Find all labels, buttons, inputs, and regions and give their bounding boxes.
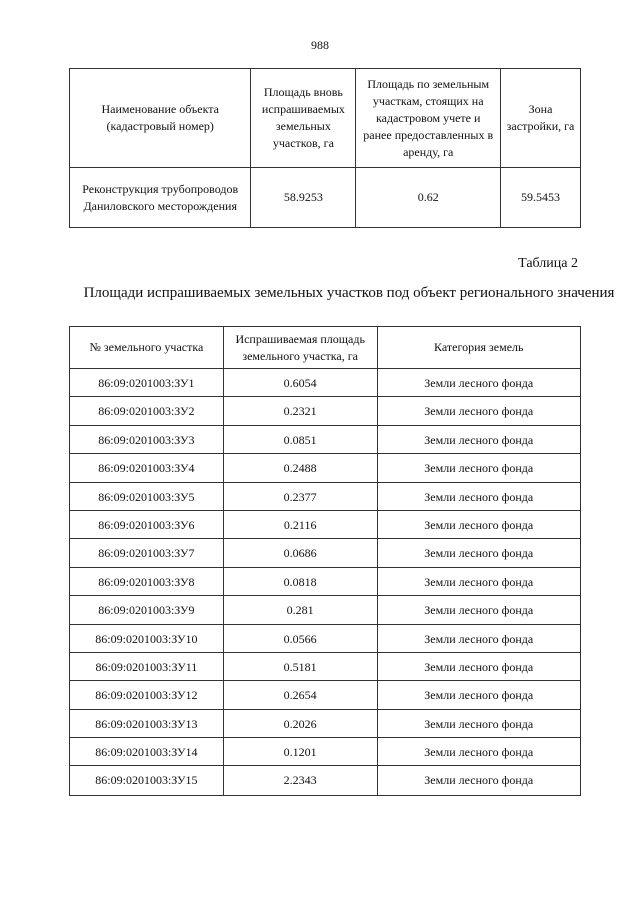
plot-area-cell: 0.2116 xyxy=(223,510,377,538)
plots-header-number: № земельного участка xyxy=(70,327,224,369)
plot-number-cell: 86:09:0201003:ЗУ9 xyxy=(70,596,224,624)
plot-number-cell: 86:09:0201003:ЗУ11 xyxy=(70,652,224,680)
plot-number-cell: 86:09:0201003:ЗУ3 xyxy=(70,425,224,453)
table-row xyxy=(70,510,581,538)
plot-area-cell: 0.0566 xyxy=(223,624,377,652)
plots-header-area: Испрашиваемая площадь земельного участка, га xyxy=(223,327,377,369)
plot-area-cell: 0.0818 xyxy=(223,567,377,595)
summary-row xyxy=(70,168,581,228)
table-row xyxy=(70,738,581,766)
plot-area-cell: 0.2488 xyxy=(223,454,377,482)
plot-category-cell: Земли лесного фонда xyxy=(377,397,580,425)
summary-header-registered-area: Площадь по земельным участкам, стоящих на кадастровом учете и ранее предоставленных в аренду, га xyxy=(356,69,501,168)
plot-area-cell: 0.281 xyxy=(223,596,377,624)
plot-category-cell: Земли лесного фонда xyxy=(377,369,580,397)
plot-category-cell: Земли лесного фонда xyxy=(377,624,580,652)
plot-area-cell: 0.0686 xyxy=(223,539,377,567)
table-row xyxy=(70,624,581,652)
plot-area-cell: 0.2026 xyxy=(223,709,377,737)
table-row xyxy=(70,596,581,624)
table-row xyxy=(70,397,581,425)
summary-header-new-area: Площадь вновь испрашиваемых земельных участков, га xyxy=(251,69,356,168)
summary-header-build-zone: Зона застройки, га xyxy=(501,69,581,168)
summary-table xyxy=(69,68,581,228)
plot-category-cell: Земли лесного фонда xyxy=(377,652,580,680)
plot-number-cell: 86:09:0201003:ЗУ7 xyxy=(70,539,224,567)
plot-number-cell: 86:09:0201003:ЗУ4 xyxy=(70,454,224,482)
plot-number-cell: 86:09:0201003:ЗУ13 xyxy=(70,709,224,737)
plot-number-cell: 86:09:0201003:ЗУ15 xyxy=(70,766,224,796)
summary-cell-registered-area: 0.62 xyxy=(356,168,501,228)
summary-cell-new-area: 58.9253 xyxy=(251,168,356,228)
plot-category-cell: Земли лесного фонда xyxy=(377,709,580,737)
plot-category-cell: Земли лесного фонда xyxy=(377,567,580,595)
plot-number-cell: 86:09:0201003:ЗУ8 xyxy=(70,567,224,595)
plot-category-cell: Земли лесного фонда xyxy=(377,738,580,766)
page-number: 988 xyxy=(311,38,329,52)
table-row xyxy=(70,567,581,595)
plots-body xyxy=(70,369,581,796)
plot-area-cell: 0.1201 xyxy=(223,738,377,766)
plot-number-cell: 86:09:0201003:ЗУ2 xyxy=(70,397,224,425)
plot-number-cell: 86:09:0201003:ЗУ5 xyxy=(70,482,224,510)
plots-header-row xyxy=(70,327,581,369)
plots-header-category: Категория земель xyxy=(377,327,580,369)
plot-category-cell: Земли лесного фонда xyxy=(377,596,580,624)
table-row xyxy=(70,681,581,709)
plot-area-cell: 0.2654 xyxy=(223,681,377,709)
plot-category-cell: Земли лесного фонда xyxy=(377,510,580,538)
table-row xyxy=(70,482,581,510)
summary-header-row xyxy=(70,69,581,168)
plot-number-cell: 86:09:0201003:ЗУ10 xyxy=(70,624,224,652)
plot-number-cell: 86:09:0201003:ЗУ6 xyxy=(70,510,224,538)
plot-area-cell: 0.0851 xyxy=(223,425,377,453)
plot-category-cell: Земли лесного фонда xyxy=(377,539,580,567)
plot-area-cell: 0.6054 xyxy=(223,369,377,397)
table-label: Таблица 2 xyxy=(518,256,578,271)
plot-area-cell: 0.2377 xyxy=(223,482,377,510)
table-row xyxy=(70,709,581,737)
plot-category-cell: Земли лесного фонда xyxy=(377,766,580,796)
table-row xyxy=(70,425,581,453)
summary-header-object: Наименование объекта (кадастровый номер) xyxy=(70,69,251,168)
summary-cell-object: Реконструкция трубопроводов Даниловского месторождения xyxy=(70,168,251,228)
section-heading: Площади испрашиваемых земельных участков под объект регионального значения xyxy=(83,285,615,301)
plot-area-cell: 0.5181 xyxy=(223,652,377,680)
plot-number-cell: 86:09:0201003:ЗУ12 xyxy=(70,681,224,709)
table-row xyxy=(70,652,581,680)
plot-category-cell: Земли лесного фонда xyxy=(377,454,580,482)
plot-area-cell: 0.2321 xyxy=(223,397,377,425)
summary-cell-build-zone: 59.5453 xyxy=(501,168,581,228)
plot-category-cell: Земли лесного фонда xyxy=(377,482,580,510)
plot-category-cell: Земли лесного фонда xyxy=(377,425,580,453)
table-row xyxy=(70,766,581,796)
table-row xyxy=(70,454,581,482)
plot-category-cell: Земли лесного фонда xyxy=(377,681,580,709)
plot-number-cell: 86:09:0201003:ЗУ1 xyxy=(70,369,224,397)
plot-area-cell: 2.2343 xyxy=(223,766,377,796)
plots-table xyxy=(69,326,581,796)
table-row xyxy=(70,539,581,567)
plot-number-cell: 86:09:0201003:ЗУ14 xyxy=(70,738,224,766)
table-row xyxy=(70,369,581,397)
